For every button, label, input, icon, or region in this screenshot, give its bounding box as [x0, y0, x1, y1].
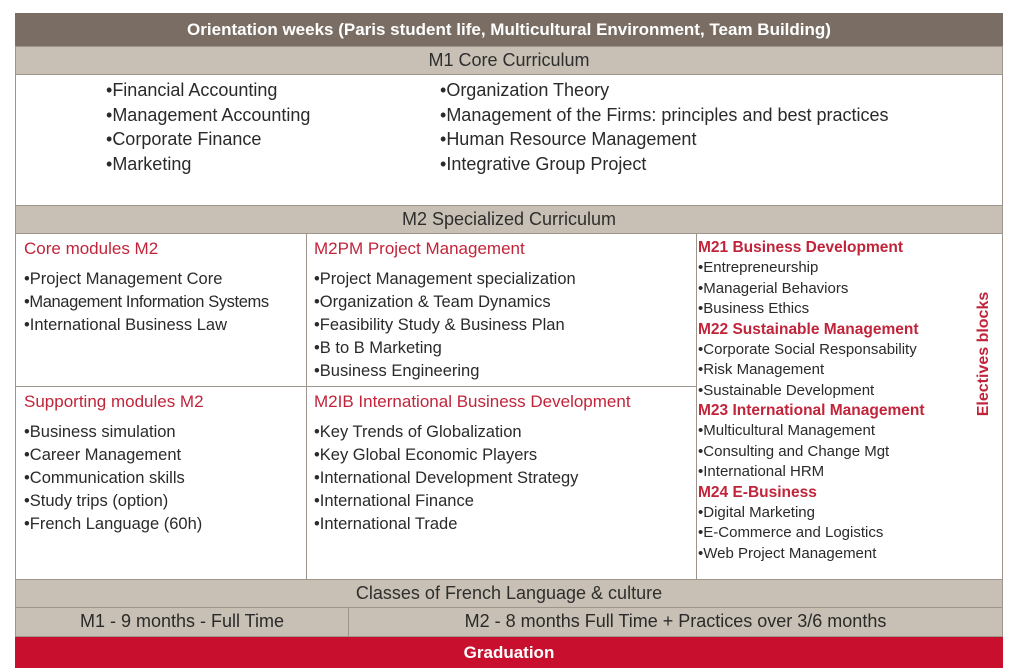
list-item: • Management of the Firms: principles and best practices	[440, 103, 889, 128]
list-item: • Organization & Team Dynamics	[314, 291, 696, 314]
ib-modules	[306, 391, 696, 536]
list-item: • Human Resource Management	[440, 127, 889, 152]
french-classes: Classes of French Language & culture	[15, 579, 1003, 608]
list-item: • B to B Marketing	[314, 337, 696, 360]
list-item: • International Business Law	[24, 314, 306, 337]
list-item: • Study trips (option)	[24, 490, 306, 513]
m1-title: M1 Core Curriculum	[15, 46, 1003, 75]
m1-left-list	[106, 78, 310, 176]
list-item: • Key Global Economic Players	[314, 444, 696, 467]
list-item: • International Development Strategy	[314, 467, 696, 490]
m1-courses	[15, 75, 1003, 205]
list-item: • Marketing	[106, 152, 310, 177]
m2-title: M2 Specialized Curriculum	[15, 205, 1003, 234]
list-item: • Sustainable Development	[698, 381, 966, 402]
list-item: • Project Management Core	[24, 268, 306, 291]
list-item: • Digital Marketing	[698, 503, 966, 524]
list-item: • International Trade	[314, 513, 696, 536]
m1-duration: M1 - 9 months - Full Time	[15, 608, 349, 637]
duration-row	[15, 608, 1003, 637]
list-item: • Integrative Group Project	[440, 152, 889, 177]
list-item: • Web Project Management	[698, 544, 966, 565]
list-item: • International HRM	[698, 462, 966, 483]
list-item: • Managerial Behaviors	[698, 279, 966, 300]
m2-duration: M2 - 8 months Full Time + Practices over 3/6 months	[349, 608, 1003, 637]
core-modules-title: Core modules M2	[24, 239, 159, 258]
elective-title: M24 E-Business	[698, 483, 817, 501]
pm-modules	[306, 238, 696, 383]
ib-title: M2IB International Business Development	[314, 392, 631, 411]
m2-grid	[15, 234, 1003, 579]
graduation-banner: Graduation	[15, 637, 1003, 668]
electives-label: Electives blocks	[975, 291, 992, 417]
list-item: • Organization Theory	[440, 78, 889, 103]
list-item: • Business Engineering	[314, 360, 696, 383]
core-modules	[16, 238, 306, 337]
list-item: • Feasibility Study & Business Plan	[314, 314, 696, 337]
list-item: • Career Management	[24, 444, 306, 467]
list-item: • Business Ethics	[698, 299, 966, 320]
list-item: • Financial Accounting	[106, 78, 310, 103]
list-item: • Corporate Finance	[106, 127, 310, 152]
list-item: • Consulting and Change Mgt	[698, 442, 966, 463]
list-item: • Project Management specialization	[314, 268, 696, 291]
list-item: • Management Accounting	[106, 103, 310, 128]
electives	[696, 238, 966, 564]
list-item: • Corporate Social Responsability	[698, 340, 966, 361]
list-item: • Key Trends of Globalization	[314, 421, 696, 444]
list-item: • Management Information Systems	[24, 291, 306, 314]
pm-title: M2PM Project Management	[314, 239, 525, 258]
list-item: • Entrepreneurship	[698, 258, 966, 279]
elective-title: M21 Business Development	[698, 239, 904, 256]
supporting-title: Supporting modules M2	[24, 392, 204, 411]
list-item: • E-Commerce and Logistics	[698, 523, 966, 544]
list-item: • Multicultural Management	[698, 421, 966, 442]
list-item: • French Language (60h)	[24, 513, 306, 536]
m1-right-list	[440, 78, 889, 176]
elective-title: M23 International Management	[698, 402, 925, 419]
list-item: • Risk Management	[698, 360, 966, 381]
list-item: • Business simulation	[24, 421, 306, 444]
supporting-modules	[16, 391, 306, 536]
list-item: • Communication skills	[24, 467, 306, 490]
elective-title: M22 Sustainable Management	[698, 320, 919, 338]
orientation-banner: Orientation weeks (Paris student life, Multicultural Environment, Team Building)	[15, 13, 1003, 46]
curriculum-table	[15, 13, 1003, 668]
list-item: • International Finance	[314, 490, 696, 513]
